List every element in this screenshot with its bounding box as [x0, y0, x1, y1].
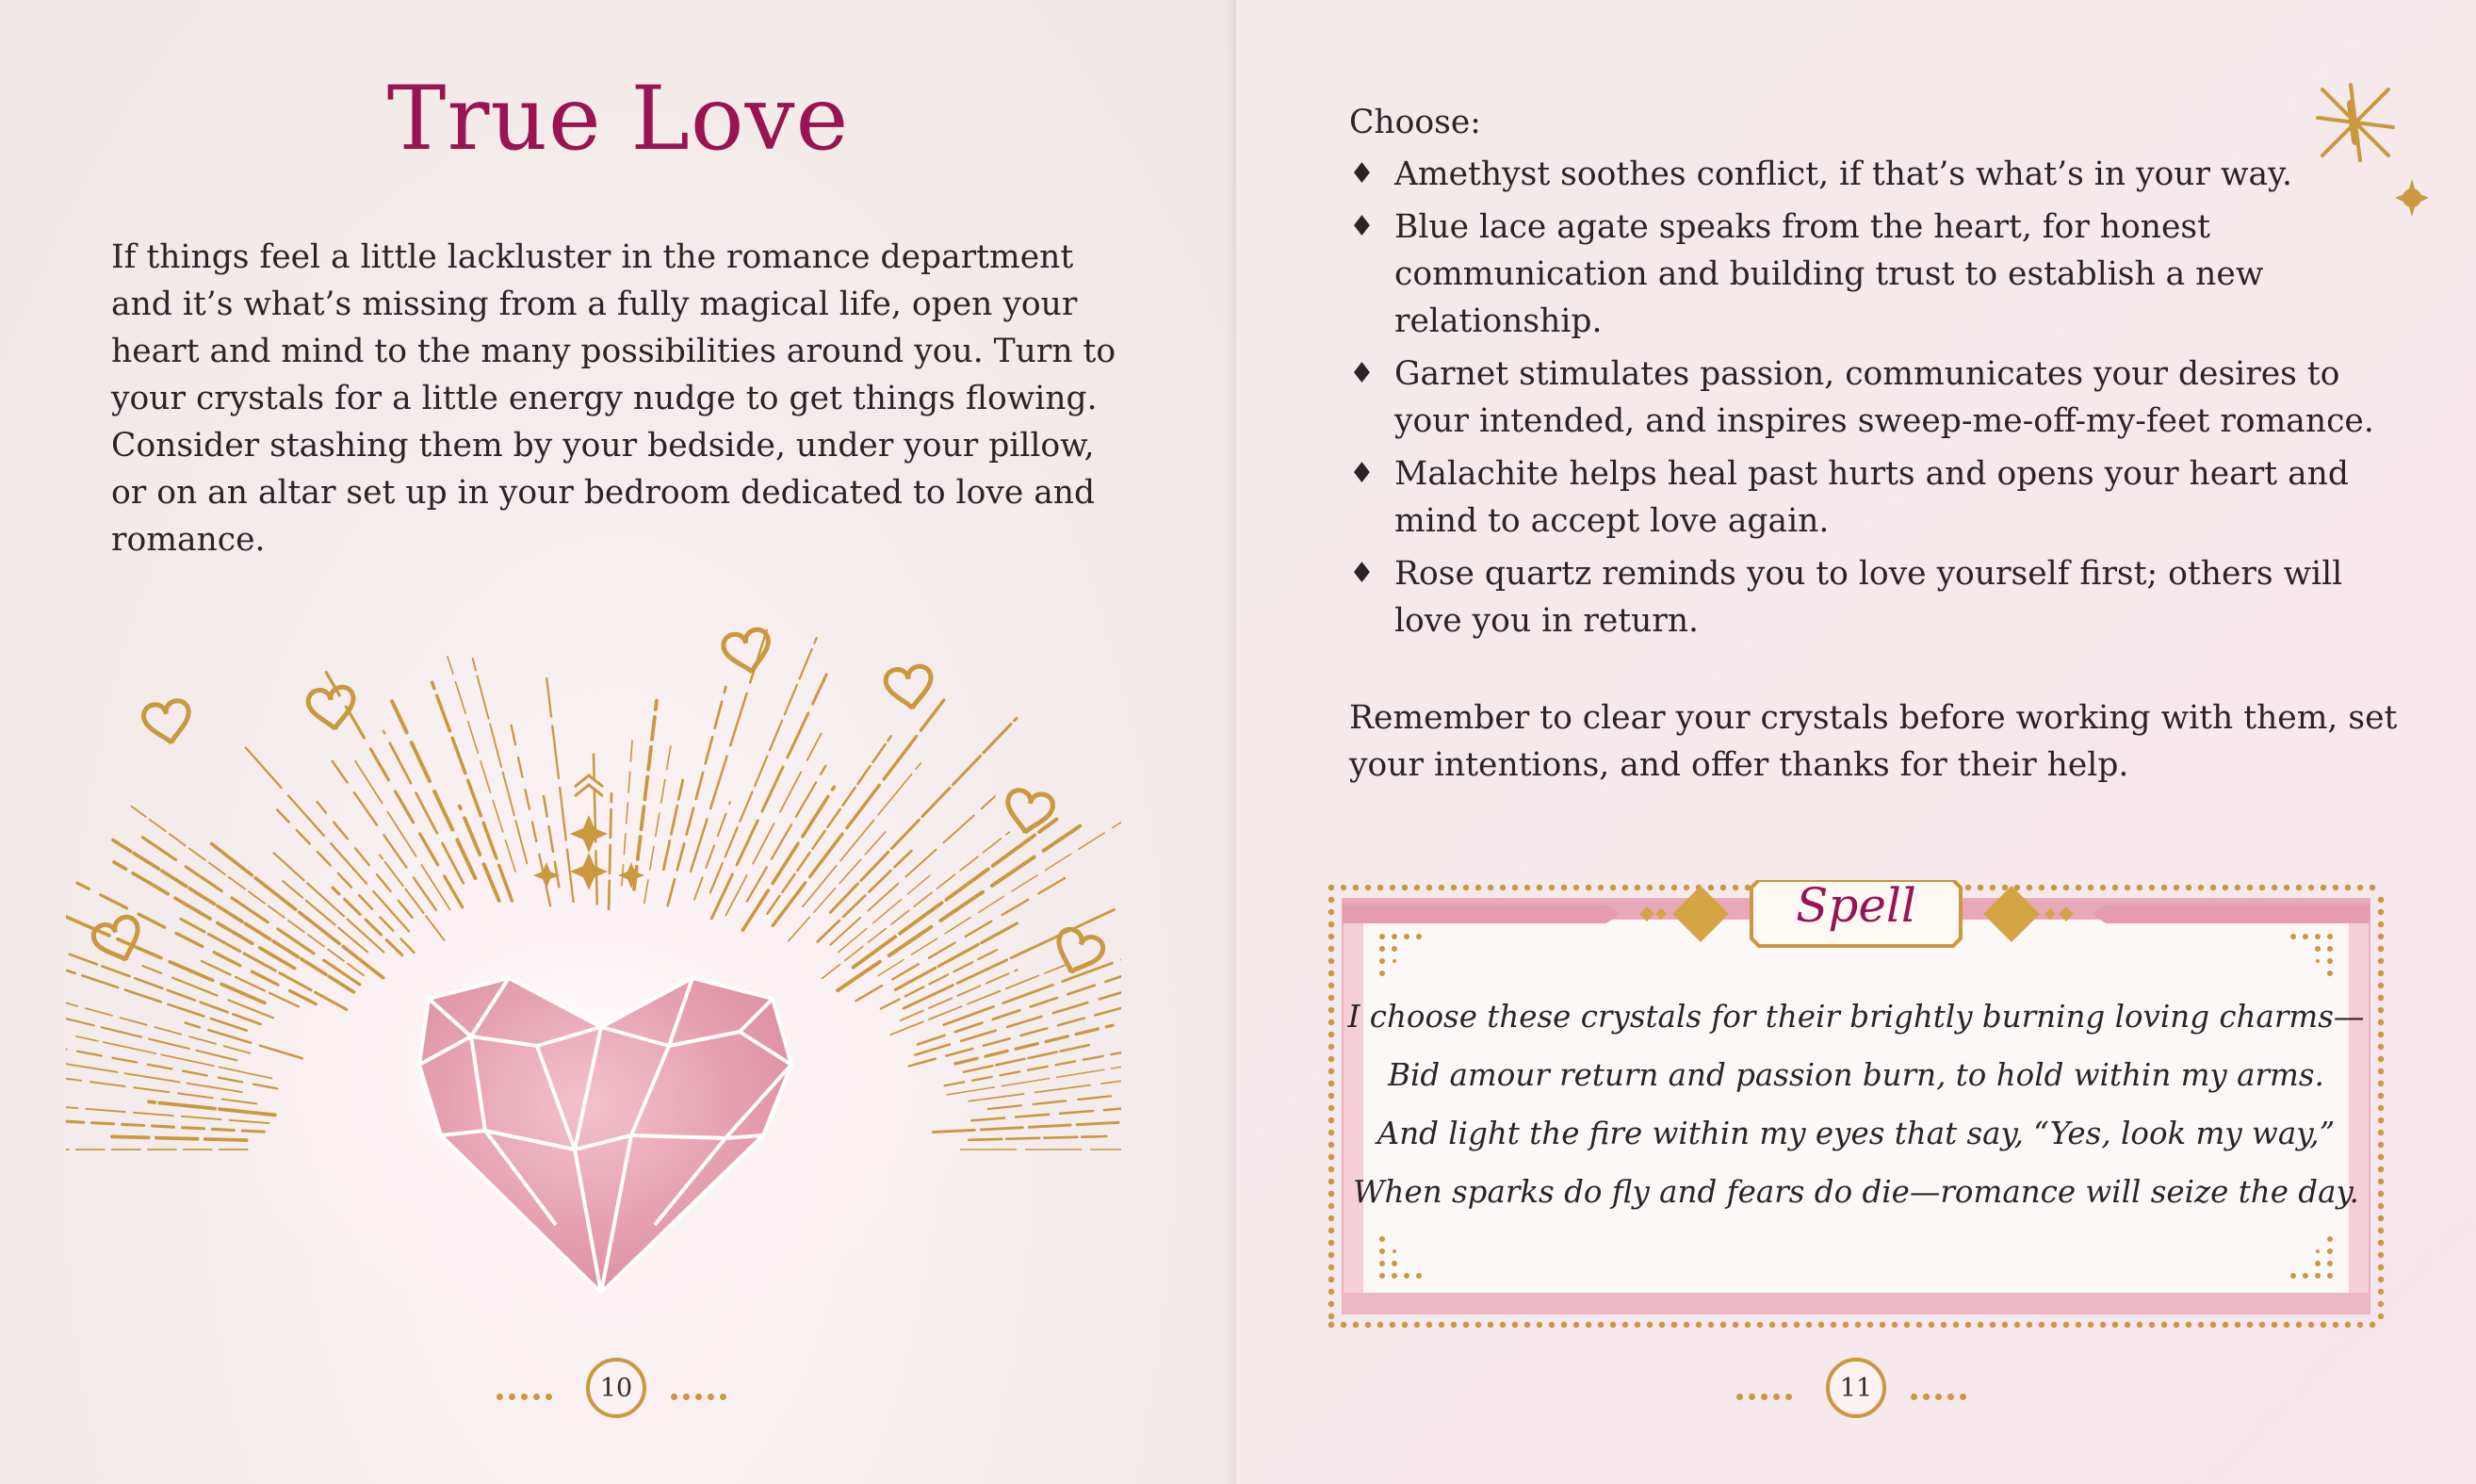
border-dot — [2378, 1313, 2384, 1319]
border-dot — [1598, 885, 1604, 890]
border-dot — [2378, 1264, 2384, 1270]
border-dot — [1990, 1322, 1995, 1328]
border-dot — [2345, 1322, 2351, 1328]
heart-icon — [1050, 926, 1106, 981]
border-dot — [2378, 1252, 2384, 1258]
border-dot — [2149, 885, 2155, 890]
border-dot — [2378, 1081, 2384, 1086]
verse-line: I choose these crystals for their brightly burning loving charms— — [1347, 999, 2365, 1035]
border-dot — [1782, 1322, 1787, 1328]
border-dot — [2259, 1322, 2265, 1328]
dots-decoration — [1736, 1386, 1798, 1394]
border-dot — [1941, 1322, 1947, 1328]
border-dot — [1328, 995, 1334, 1001]
page-number: 11 — [1826, 1358, 1886, 1418]
border-dot — [2321, 1322, 2326, 1328]
diamond-bullet-icon: ♦ — [1349, 210, 1375, 243]
crystal-text: Blue lace agate speaks from the heart, for honest communication and building trust to establish a new relationship. — [1394, 208, 2264, 340]
border-dot — [1341, 885, 1346, 890]
border-dot — [2161, 885, 2167, 890]
border-dot — [2378, 1301, 2384, 1307]
border-dot — [1867, 1322, 1873, 1328]
border-dot — [1328, 1105, 1334, 1111]
border-dot — [2137, 1322, 2142, 1328]
border-dot — [1635, 885, 1640, 890]
border-dot — [1328, 1228, 1334, 1233]
heart-icon — [722, 628, 774, 677]
border-dot — [2051, 1322, 2057, 1328]
border-dot — [2378, 909, 2384, 915]
border-dot — [2370, 885, 2375, 890]
list-item — [1349, 550, 2386, 644]
border-dot — [2088, 1322, 2093, 1328]
border-dot — [1328, 1142, 1334, 1148]
border-dot — [1328, 1240, 1334, 1246]
border-dot — [1843, 1322, 1849, 1328]
border-dot — [2063, 1322, 2069, 1328]
border-dot — [1708, 885, 1714, 890]
border-dot — [1390, 885, 1395, 890]
choose-label: Choose: — [1349, 104, 1481, 141]
border-dot — [1684, 885, 1689, 890]
border-dot — [1328, 897, 1334, 903]
border-dot — [2247, 1322, 2253, 1328]
border-dot — [1708, 1322, 1714, 1328]
border-dot — [2063, 885, 2069, 890]
border-dot — [1328, 1117, 1334, 1123]
diamond-bullet-icon: ♦ — [1349, 557, 1375, 590]
border-dot — [1500, 885, 1506, 890]
list-item — [1349, 204, 2386, 345]
border-dot — [2235, 1322, 2240, 1328]
border-dot — [2027, 885, 2032, 890]
border-dot — [2378, 897, 2384, 903]
diamond-bullet-icon: ♦ — [1349, 457, 1375, 490]
border-dot — [2027, 1322, 2032, 1328]
border-dot — [1635, 1322, 1640, 1328]
border-dot — [1451, 885, 1457, 890]
border-dot — [2378, 1019, 2384, 1025]
border-dot — [1549, 885, 1555, 890]
border-dot — [1328, 921, 1334, 927]
border-dot — [1500, 1322, 1506, 1328]
crystal-text: Garnet stimulates passion, communicates your desires to your intended, and inspires sweep-me-off-my-feet romance. — [1394, 355, 2374, 440]
border-dot — [1439, 885, 1444, 890]
crystal-list — [1349, 151, 2386, 650]
border-dot — [2378, 1166, 2384, 1172]
border-dot — [1390, 1322, 1395, 1328]
border-dot — [1671, 1322, 1677, 1328]
border-dot — [1598, 1322, 1604, 1328]
border-dot — [2002, 885, 2008, 890]
border-dot — [2112, 885, 2118, 890]
border-dot — [1880, 1322, 1885, 1328]
border-dot — [1855, 1322, 1861, 1328]
border-dot — [1328, 1166, 1334, 1172]
border-dot — [1757, 1322, 1763, 1328]
border-dot — [1328, 1215, 1334, 1221]
left-page — [0, 0, 1236, 1484]
border-dot — [2100, 1322, 2106, 1328]
border-dot — [1512, 1322, 1518, 1328]
border-dot — [2378, 1215, 2384, 1221]
border-dot — [1328, 1032, 1334, 1037]
border-dot — [1512, 885, 1518, 890]
border-dot — [1353, 885, 1359, 890]
border-dot — [1328, 885, 1334, 890]
border-dot — [2284, 885, 2289, 890]
border-dot — [2186, 1322, 2191, 1328]
border-dot — [2378, 1068, 2384, 1074]
border-dot — [2125, 1322, 2130, 1328]
dots-decoration — [497, 1386, 558, 1394]
intro-paragraph: If things feel a little lackluster in the romance department and it’s what’s missing from a fully magical life, open your heart and mind to the many possibilities around you. Turn to your crystals for a little energy nudge to get things flowing. Consider stashing them by your bedside, under your pillow, or on an altar set up in your bedroom dedicated to love and romance. — [111, 238, 1116, 559]
border-dot — [2149, 1322, 2155, 1328]
border-dot — [1671, 885, 1677, 890]
border-dot — [1365, 885, 1371, 890]
border-dot — [1720, 1322, 1726, 1328]
border-dot — [1328, 983, 1334, 988]
page-number-left — [478, 1358, 760, 1426]
border-dot — [1328, 934, 1334, 939]
border-dot — [1414, 885, 1420, 890]
border-dot — [1929, 1322, 1934, 1328]
border-dot — [2174, 1322, 2179, 1328]
border-dot — [1328, 1264, 1334, 1270]
border-dot — [1806, 1322, 1812, 1328]
border-dot — [1745, 1322, 1751, 1328]
border-dot — [1341, 1322, 1346, 1328]
border-dot — [1475, 885, 1481, 890]
border-dot — [2223, 1322, 2228, 1328]
border-dot — [2137, 885, 2142, 890]
border-dot — [1328, 1301, 1334, 1307]
border-dot — [1965, 885, 1971, 890]
border-dot — [1328, 1313, 1334, 1319]
border-dot — [2378, 1130, 2384, 1135]
border-dot — [2210, 885, 2216, 890]
border-dot — [2112, 1322, 2118, 1328]
heart-icon — [885, 665, 936, 712]
border-dot — [1328, 1289, 1334, 1295]
border-dot — [2378, 1117, 2384, 1123]
diamond-bullet-icon: ♦ — [1349, 357, 1375, 390]
verse-line: And light the fire within my eyes that say, “Yes, look my way,” — [1376, 1116, 2336, 1151]
border-dot — [2284, 1322, 2289, 1328]
border-dot — [1622, 885, 1628, 890]
border-dot — [1451, 1322, 1457, 1328]
border-dot — [2378, 1105, 2384, 1111]
border-dot — [2321, 885, 2326, 890]
border-dot — [1586, 1322, 1591, 1328]
border-dot — [1328, 1322, 1334, 1328]
border-dot — [1733, 1322, 1738, 1328]
border-dot — [1328, 1044, 1334, 1050]
border-dot — [1684, 1322, 1689, 1328]
border-dot — [2296, 1322, 2302, 1328]
border-dot — [1537, 1322, 1542, 1328]
border-dot — [2198, 885, 2204, 890]
border-dot — [1610, 1322, 1616, 1328]
border-dot — [1720, 885, 1726, 890]
border-dot — [2333, 885, 2338, 890]
border-dot — [1377, 885, 1383, 890]
page-number: 10 — [586, 1358, 646, 1418]
border-dot — [1328, 1252, 1334, 1258]
crystal-text: Rose quartz reminds you to love yourself first; others will love you in return. — [1394, 555, 2343, 640]
heart-icon — [307, 686, 358, 733]
border-dot — [1524, 885, 1530, 890]
border-dot — [2378, 1154, 2384, 1160]
crystal-text: Malachite helps heal past hurts and opens your heart and mind to accept love again. — [1394, 455, 2349, 540]
border-dot — [1426, 885, 1432, 890]
border-dot — [2247, 885, 2253, 890]
border-dot — [1328, 1179, 1334, 1184]
border-dot — [2357, 1322, 2363, 1328]
border-dot — [2308, 885, 2314, 890]
border-dot — [1414, 1322, 1420, 1328]
border-dot — [1549, 1322, 1555, 1328]
list-item — [1349, 151, 2386, 198]
border-dot — [2378, 1032, 2384, 1037]
heart-icon — [142, 699, 194, 748]
border-dot — [2378, 1044, 2384, 1050]
border-dot — [2039, 1322, 2044, 1328]
list-item — [1349, 351, 2386, 445]
border-dot — [1990, 885, 1995, 890]
border-dot — [2272, 885, 2277, 890]
border-dot — [2378, 934, 2384, 939]
border-dot — [1353, 1322, 1359, 1328]
border-dot — [2051, 885, 2057, 890]
border-dot — [2076, 1322, 2081, 1328]
border-dot — [1647, 885, 1653, 890]
border-dot — [1610, 885, 1616, 890]
spell-label: Spell — [1796, 878, 1916, 933]
crystal-heart-illustration — [66, 622, 1121, 1310]
border-dot — [2378, 1277, 2384, 1282]
border-dot — [2378, 921, 2384, 927]
ray-line — [988, 1091, 1121, 1109]
diamond-bullet-icon: ♦ — [1349, 157, 1375, 190]
ray-line — [969, 1136, 1106, 1140]
dots-decoration — [1911, 1386, 1972, 1394]
border-dot — [1978, 885, 1983, 890]
border-dot — [1402, 885, 1408, 890]
border-dot — [1328, 1191, 1334, 1197]
border-dot — [1524, 1322, 1530, 1328]
page-title: True Love — [386, 68, 850, 171]
border-dot — [1561, 885, 1567, 890]
border-dot — [1328, 946, 1334, 952]
border-dot — [1463, 885, 1469, 890]
border-dot — [2345, 885, 2351, 890]
border-dot — [2333, 1322, 2338, 1328]
heart-icon — [1002, 789, 1054, 838]
border-dot — [1904, 1322, 1910, 1328]
border-dot — [2014, 1322, 2020, 1328]
border-dot — [1965, 1322, 1971, 1328]
border-dot — [1488, 885, 1493, 890]
border-dot — [1659, 885, 1665, 890]
border-dot — [2198, 1322, 2204, 1328]
border-dot — [1439, 1322, 1444, 1328]
border-dot — [2378, 1203, 2384, 1209]
border-dot — [1328, 1007, 1334, 1013]
border-dot — [2002, 1322, 2008, 1328]
border-dot — [2223, 885, 2228, 890]
border-dot — [2378, 1093, 2384, 1099]
border-dot — [1328, 1068, 1334, 1074]
border-dot — [2378, 1191, 2384, 1197]
border-dot — [1537, 885, 1542, 890]
border-dot — [1916, 1322, 1922, 1328]
border-dot — [1402, 1322, 1408, 1328]
border-dot — [2088, 885, 2093, 890]
border-dot — [1328, 1154, 1334, 1160]
border-dot — [1818, 1322, 1824, 1328]
border-dot — [1365, 1322, 1371, 1328]
border-dot — [1463, 1322, 1469, 1328]
border-dot — [2378, 1228, 2384, 1233]
border-dot — [2357, 885, 2363, 890]
border-dot — [2235, 885, 2240, 890]
border-dot — [2161, 1322, 2167, 1328]
verse-line: When sparks do fly and fears do die—romance will seize the day. — [1353, 1174, 2359, 1210]
border-dot — [2272, 1322, 2277, 1328]
border-dot — [1733, 885, 1738, 890]
border-dot — [2378, 946, 2384, 952]
border-dot — [1831, 1322, 1836, 1328]
crystal-text: Amethyst soothes conflict, if that’s what’s in your way. — [1394, 155, 2292, 193]
border-dot — [1647, 1322, 1653, 1328]
border-dot — [1794, 1322, 1800, 1328]
border-dot — [2378, 1007, 2384, 1013]
border-dot — [1586, 885, 1591, 890]
border-dot — [1475, 1322, 1481, 1328]
border-dot — [2174, 885, 2179, 890]
border-dot — [1328, 909, 1334, 915]
border-dot — [1573, 885, 1579, 890]
border-dot — [1377, 1322, 1383, 1328]
border-dot — [2378, 958, 2384, 964]
border-dot — [2370, 1322, 2375, 1328]
remember-paragraph: Remember to clear your crystals before working with them, set your intentions, and offer thanks for their help. — [1349, 699, 2398, 784]
border-dot — [2259, 885, 2265, 890]
list-item — [1349, 450, 2386, 545]
border-dot — [1561, 1322, 1567, 1328]
border-dot — [1488, 1322, 1493, 1328]
border-dot — [1622, 1322, 1628, 1328]
border-dot — [1328, 970, 1334, 976]
border-dot — [2186, 885, 2191, 890]
border-dot — [1328, 1081, 1334, 1086]
border-dot — [1573, 1322, 1579, 1328]
border-dot — [1426, 1322, 1432, 1328]
border-dot — [1953, 1322, 1959, 1328]
border-dot — [2296, 885, 2302, 890]
border-dot — [1328, 1130, 1334, 1135]
border-dot — [1328, 1093, 1334, 1099]
border-dot — [2308, 1322, 2314, 1328]
dots-decoration — [671, 1386, 732, 1394]
border-dot — [2100, 885, 2106, 890]
border-dot — [2210, 1322, 2216, 1328]
border-dot — [1659, 1322, 1665, 1328]
border-dot — [2378, 1142, 2384, 1148]
border-dot — [2378, 1056, 2384, 1062]
border-dot — [2378, 983, 2384, 988]
border-dot — [1892, 1322, 1898, 1328]
border-dot — [2378, 970, 2384, 976]
border-dot — [2378, 995, 2384, 1001]
border-dot — [2378, 1289, 2384, 1295]
border-dot — [1696, 1322, 1702, 1328]
spell-verse — [1338, 987, 2374, 1221]
border-dot — [2125, 885, 2130, 890]
page-number-right — [1718, 1358, 2000, 1426]
border-dot — [2378, 1179, 2384, 1184]
border-dot — [2039, 885, 2044, 890]
border-dot — [1769, 1322, 1775, 1328]
border-dot — [1328, 1056, 1334, 1062]
border-dot — [1328, 1277, 1334, 1282]
verse-line: Bid amour return and passion burn, to hold within my arms. — [1388, 1057, 2324, 1093]
border-dot — [1328, 958, 1334, 964]
border-dot — [1328, 1019, 1334, 1025]
border-dot — [2378, 1240, 2384, 1246]
border-dot — [1978, 1322, 1983, 1328]
border-dot — [2076, 885, 2081, 890]
border-dot — [1328, 1203, 1334, 1209]
